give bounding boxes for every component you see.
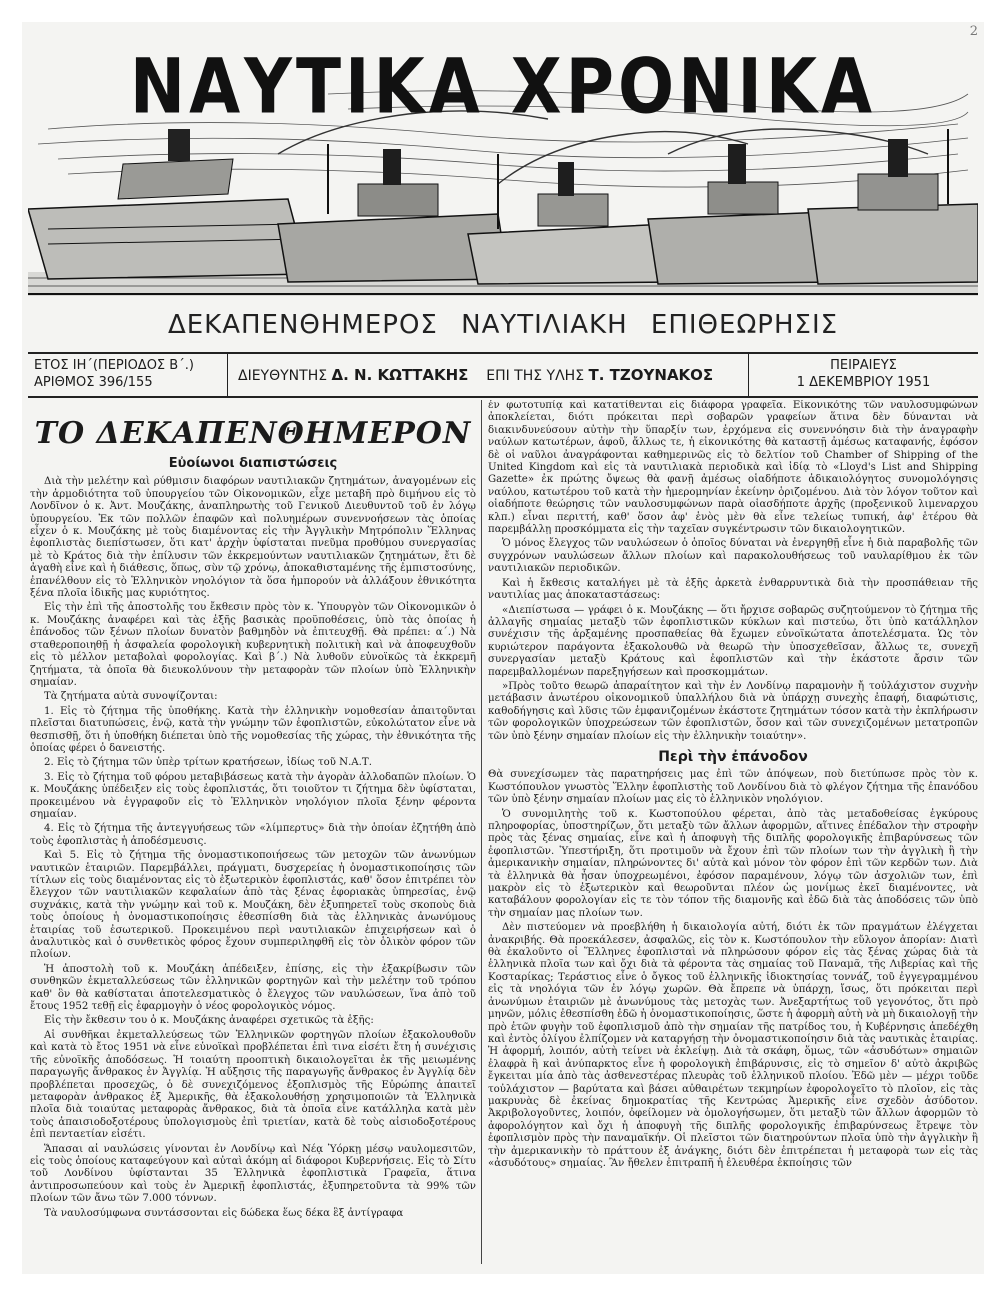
section-title: ΤΟ ΔΕΚΑΠΕΝΘΗΜΕΡΟΝ — [34, 416, 472, 451]
paragraph: »Πρὸς τοῦτο θεωρῶ ἀπαραίτητον καὶ τὴν ἐν Λονδίνῳ παραμονὴν ἤ τοὐλάχιστον συχνὴν μετάβασιν ἀνωτέρου οἰκονομικοῦ ὑπαλλήλου διὰ νὰ ὑπάρχῃ συνεχὴς ἐπαφή, διαφώτισις, καθοδήγησις καὶ λῦσις τῶν ἐμφανιζομένων ἑκάστοτε ζητημάτων τόσον κατὰ τὴν ἐκπλήρωσιν τῶν φορολογικῶν ὑποχρεώσεων τῶν ἐφοπλιστῶν, ὅσον καὶ τῶν συνεχιζομένων μετατροπῶν τῶν ὑπὸ ξένην σημαίαν πλοίων εἰς τὴν ἑλληνικὴν τοιαύτην». — [488, 680, 978, 742]
right-paragraphs-2 — [488, 769, 978, 1170]
paragraph: Καὶ ἡ ἔκθεσις καταλήγει μὲ τὰ ἑξῆς ἀρκετὰ ἐνθαρρυντικὰ διὰ τὴν προσπάθειαν τῆς ναυτιλίας μας ἀποκαταστάσεως: — [488, 577, 978, 602]
place-date — [748, 354, 978, 396]
paragraph: Καὶ 5. Εἰς τὸ ζήτημα τῆς ὀνομαστικοποιήσεως τῶν μετοχῶν τῶν ἀνωνύμων ναυτικῶν ἑταιριῶν. Παρεμβάλλει, πράγματι, δυσχερείας ἡ ὀνομαστικοποίησις τῶν τίτλων εἰς τοὺς διαμένοντας εἰς τὸ ἐξωτερικὸν ἐφοπλιστάς, καθ' ὅσον ἐπιτρέπει τὸν ἔλεγχον τῶν ναυτιλιακῶν κεφαλαίων ἀπὸ τὰς ξένας ἐφοριακὰς ὑπηρεσίας, ἐνῷ συχνάκις, κατὰ τὴν γνώμην καὶ τοῦ κ. Μουζάκη, δὲν ἐξυπηρετεῖ τοὺς σκοποὺς διὰ τοὺς ὁποίους ἡ ὀνομαστικοποίησις ἐθεσπίσθη διὰ τὰς ἑλληνικὰς ἀνωνύμους ἑταιρίας τοῦ ἐσωτερικοῦ. Προκειμένου περὶ ναυτιλιακῶν ἐπιχειρήσεων καὶ ὁ ἀναλυτικὸς καὶ ὁ συνθετικὸς φόρος ἔχουν συμπεριληφθῆ εἰς τὸν ὁλικὸν φόρον τῶν πλοίων. — [30, 850, 476, 961]
paragraph: 1. Εἰς τὸ ζήτημα τῆς ὑποθήκης. Κατὰ τὴν ἑλληνικὴν νομοθεσίαν ἀπαιτοῦνται πλεῖσται διατυπώσεις, ἐνῷ, κατὰ τὴν γνώμην τῶν ἐφοπλιστῶν, εὐκολώτατον εἶνε νὰ θεσπισθῇ, ὅτι ἡ ὑποθήκη διέπεται ὑπὸ τῆς νομοθεσίας τῆς χώρας, τὴν ἐθνικότητα τῆς ὁποίας φέρει ὁ δανειστής. — [30, 705, 476, 754]
article-column-right — [488, 400, 978, 1268]
article-column-left — [30, 400, 476, 1268]
right-paragraphs-1 — [488, 400, 978, 743]
masthead-title: ΝΑΥΤΙΚΑ ΧΡΟΝΙΚΑ — [129, 42, 877, 131]
paragraph: Αἱ συνθῆκαι ἐκμεταλλεύσεως τῶν Ἑλληνικῶν φορτηγῶν πλοίων ἐξακολουθοῦν καὶ κατὰ τὸ ἔτος 1951 νὰ εἶνε εὐνοϊκαὶ προβλέπεται ἐπὶ τινα εἰσέτι ἔτη ἡ συνέχισις τῆς εὐνοϊκῆς ἀποδόσεως. Ἡ τοιαύτη προοπτικὴ δικαιολογεῖται ἐκ τῆς μειωμένης παραγωγῆς ἄνθρακος ἐν Ἀγγλίᾳ. Ἡ αὔξησις τῆς παραγωγῆς ἄνθρακος ἐν Ἀγγλίᾳ δὲν προβλέπεται προσεχῶς, ὁ δὲ συνεχιζόμενος ἐξοπλισμὸς τῆς Εὐρώπης ἀπαιτεῖ μεταφορὰν ἀνθρακος ἐξ Ἀμερικῆς, θὰ ἐξακολουθήσῃ χρησιμοποιῶν τὰ Ἑλληνικὰ πλοῖα διὰ τοιαύτας μεταφορὰς ἄνθρακος, διὰ τὰ ὁποῖα εἶνε κατάλληλα κατὰ μὲν τοὺς ἀπαισιοδοξοτέρους ὑπολογισμοὺς ἐπὶ τριετίαν, κατὰ δὲ τοὺς αἰσιοδοξοτέρους ἐπὶ πενταετίαν εἰσέτι. — [30, 1029, 476, 1141]
issue-date: 1 ΔΕΚΕΜΒΡΙΟΥ 1951 — [796, 375, 931, 390]
paragraph: Ὁ συνομιλητὴς τοῦ κ. Κωστοπούλου φέρεται, ἀπὸ τὰς μεταδοθείσας ἐγκύρους πληροφορίας, ὑποστηρίζων, ὅτι μεταξὺ τῶν ἄλλων ἀφορμῶν, αἵτινες ἐπέδαλον τὴν στροφὴν πρὸς τὰς ξένας σημαίας, εἶνε καὶ ἡ ἀποφυγὴ τῆς διπλῆς φορολογικῆς ἐπιβαρύνσεως τῶν ἐφοπλιστῶν. Ὑπεστήριξη, ὅτι προτιμοῦν νὰ ἔχουν ἐπὶ τῶν πλοίων των τὴν ἀγγλικὴ ἢ τὴν ἀμερικανικὴν σημαίαν, πληρώνοντες δι' αὐτὰ καὶ μόνον τὸν φόρον ἐπὶ τῶν κερδῶν των. Διὰ τὰ ἑλληνικὰ θὰ ἦσαν ὑποχρεωμένοι, ἐφόσον παραμένουν, λόγῳ τῶν ἀσχολιῶν των, ἐπὶ μακρὸν εἰς τὸ ἐξωτερικὸν καὶ θεωροῦνται πλέον ὡς μονίμως ἐκεῖ διαμένοντες, νὰ καταβάλουν φορολογίαν εἰς τε τὸν τόπον τῆς διαμονῆς καὶ ἐδῶ διὰ τὰς ἀποδόσεις τῶν ὑπὸ τὴν σημαίαν μας πλοίων των. — [488, 808, 978, 919]
masthead — [28, 34, 978, 296]
paragraph: Ὁ μόνος ἔλεγχος τῶν ναυλώσεων ὁ ὁποῖος δύναται νὰ ἐνεργηθῇ εἶνε ἡ διὰ παραβολῆς τῶν συγχρόνων ναυλώσεων ἄλλων πλοίων καὶ παρακολουθήσεως τοῦ ναυλαρίθμου ἐκ τῶν ναυτιλιακῶν περιοδικῶν. — [488, 538, 978, 575]
editor-name: Τ. ΤΖΟΥΝΑΚΟΣ — [588, 366, 714, 384]
paragraph: ἐν φωτοτυπίᾳ καὶ κατατίθενται εἰς διάφορα γραφεῖα. Εἰκονικότης τῶν ναυλοσυμφώνων ἀποκλείεται, διότι πρόκειται περὶ σοβαρῶν γραφείων ἅτινα δὲν δύνανται νὰ διακινδυνεύσουν αὐτὴν τὴν ὕπαρξίν των, ἐρχόμενα εἰς συνεννόησιν διὰ τὴν ἀναγραφὴν ναύλων κατωτέρων, ἀφοῦ, ἄλλως τε, ἡ εἰκονικότης θὰ καταστῇ ἀμέσως καταφανής, ἐφόσον δὲ οἱ ναῦλοι ἀναγράφονται καθημερινῶς εἰς τὸ δελτίον τοῦ Chamber of Shipping of the United Kingdom καὶ εἰς τὰ ναυτιλιακὰ περιοδικὰ καὶ ἰδίᾳ τὸ «Lloyd's List and Shipping Gazette» ἐκ πρώτης ὄψεως θὰ φανῇ ἀμέσως οἱαδήποτε ἀδικαιολόγητος συνομολόγησις ναύλου, κατωτέρου τοῦ κατὰ τὴν ἡμερομηνίαν ἐκείνην ὁριζομένου. Διὰ τὸν λόγον τοῦτον καὶ οἱαδήποτε θεώρησις τῶν ναυλοσυμφώνων παρὰ οἱασδήποτε ἀρχῆς (προξενικοῦ λιμεναρχου κλπ.) εἶναι περιττή, καθ' ὅσον ἀφ' ἑνὸς μὲν θὰ εἶνε τελείως τυπική, ἀφ' ἑτέρου θὰ παρεμβάλλῃ προσκόμματα εἰς τὴν ταχεῖαν συγκέντρωσιν τῶν δικαιολογητικῶν. — [488, 400, 978, 536]
paragraph: Εἰς τὴν ἔκθεσιν του ὁ κ. Μουζάκης ἀναφέρει σχετικῶς τὰ ἑξῆς: — [44, 1015, 374, 1027]
paragraph: «Διεπίστωσα — γράφει ὁ κ. Μουζάκης — ὅτι ἤρχισε σοβαρῶς συζητούμενον τὸ ζήτημα τῆς ἀλλαγῆς σημαίας μεταξὺ τῶν ἐφοπλιστικῶν κύκλων καὶ πιστεύω, ὅτι ὑπὸ κατάλληλον συνέχισιν τῆς ἀρξαμένης προσπαθείας θὰ ἔχωμεν εὐνοϊκώτατα ἀποτελέσματα. Ὡς τὸν κυριώτερον παράγοντα ἐξακολουθῶ νὰ θεωρῶ τὴν ὑποσχεθεῖσαν, ἄλλως τε, συνεχῆ συνεργασίαν μεταξὺ Κράτους καὶ ἐφοπλιστῶν καὶ τὴν ἑκάστοτε ἄρσιν τῶν παρεμβαλλομένων παρεξηγήσεων καὶ προσκομμάτων. — [488, 604, 978, 678]
paragraph: 2. Εἰς τὸ ζήτημα τῶν ὑπὲρ τρίτων κρατήσεων, ἰδίως τοῦ Ν.Α.Τ. — [44, 757, 372, 769]
paragraph: Διὰ τὴν μελέτην καὶ ρύθμισιν διαφόρων ναυτιλιακῶν ζητημάτων, ἀναγομένων εἰς τὴν ἁρμοδιότητα τοῦ ὑπουργείου τῶν Οἰκονομικῶν, εἶχε μεταβῆ πρὸ διμήνου εἰς τὸ Λονδῖνον ὁ κ. Ἀντ. Μουζάκης, ἀναπληρωτὴς τοῦ Γενικοῦ Διευθυντοῦ τοῦ ἐν λόγῳ ὑπουργείου. Ἐκ τῶν πολλῶν ἐπαφῶν καὶ πολυημέρων συνεννοήσεων τὰς ὁποίας εἶχεν ὁ κ. Μουζάκης μὲ τοὺς διαμένοντας εἰς τὴν Ἀγγλικὴν Μητρόπολιν Ἕλληνας ἐφοπλιστὰς διεπίστωσεν, ὅτι κατ' ἀρχὴν ὑφίσταται πνεῦμα προθύμου συνεργασίας μὲ τὸ Κράτος διὰ τὴν ἐπίλυσιν τῶν ἐκκρεμούντων ναυτιλιακῶν ζητημάτων, ἔτι δὲ ἀγαθὴ εἶνε καὶ ἡ διάθεσις, ὅπως, σὺν τῷ χρόνῳ, ἀποκαθισταμένης τῆς ἐμπιστοσύνης, ἐπανέλθουν εἰς τὸ Ἑλληνικὸν νηολόγιον τὰ ὅσα ἠμπορούν νὰ ἀλλάξουν ἐθνικότητα ξένα πλοῖα ἰδικῆς μας κυριότητος. — [30, 476, 476, 600]
paragraph: Ἡ ἀποστολὴ τοῦ κ. Μουζάκη ἀπέδειξεν, ἐπίσης, εἰς τὴν ἐξακρίβωσιν τῶν συνθηκῶν ἐκμεταλλεύσεως τῶν ἑλληνικῶν φορτηγῶν καὶ τὴν μελέτην τοῦ τρόπου καθ' ὃν θὰ καθίσταται ἀποτελεσματικὸς ὁ ἔλεγχος τῶν ναυλώσεων, ἵνα ἀπὸ τοῦ ἔτους 1952 τεθῇ εἰς ἐφαρμογὴν ὁ νέος φορολογικὸς νόμος. — [30, 963, 476, 1013]
column-divider — [481, 400, 482, 1264]
paragraph: Εἰς τὴν ἐπὶ τῆς ἀποστολῆς του ἔκθεσιν πρὸς τὸν κ. Ὑπουργὸν τῶν Οἰκονομικῶν ὁ κ. Μουζάκης ἀναφέρει καὶ τὰς ἑξῆς βασικὰς προϋποθέσεις, ὑπὸ τὰς ὁποίας ἡ ἐπάνοδος τῶν ξένων πλοίων δυνατὸν βαθμηδὸν νὰ ἐπιτευχθῇ. Θὰ πρέπει: α΄.) Νὰ σταθεροποιηθῇ ἡ ἀσφαλεία φορολογικὴ κυβερνητικὴ πολιτικὴ καὶ νὰ ἀποφευχθοῦν εἰς τὸ μέλλον μεταβολαὶ φορολογίας. Καὶ β΄.) Νὰ λυθοῦν εὐνοϊκῶς τὰ ἐκκρεμῆ ζητήματα, τὰ ὁποῖα θὰ διευκολύνουν τὴν μεταφορὰν τῶν πλοίων ὑπὸ Ἑλληνικὴν σημαίαν. — [30, 602, 476, 688]
staff-credits — [238, 366, 713, 384]
newspaper-page — [22, 22, 984, 1274]
article-subheading: Περὶ τὴν ἐπάνοδον — [658, 748, 808, 765]
paragraph: Θὰ συνεχίσωμεν τὰς παρατηρήσεις μας ἐπὶ τῶν ἀπόψεων, ποὺ διετύπωσε πρὸς τὸν κ. Κωστόπουλον γνωστὸς Ἕλλην ἐφοπλιστὴς τοῦ Λονδίνου διὰ τὸ φλέγον ζήτημα τῆς ἐπανόδου τῶν ὑπὸ ξένην σημαίαν πλοίων μας εἰς τὸ ἑλληνικὸν νηολόγιον. — [488, 769, 978, 806]
paragraph: 4. Εἰς τὸ ζήτημα τῆς ἀντεγγυήσεως τῶν «λίμπερτυς» διὰ τὴν ὁποίαν ἐζητήθη ἀπὸ τοὺς ἐφοπλιστὰς ἡ ἀποδέσμευσις. — [30, 823, 476, 847]
issue-info-bar — [28, 352, 978, 398]
article-heading: Εὐοίωνοι διαπιστώσεις — [168, 456, 338, 471]
paragraph: Ἅπασαι αἱ ναυλώσεις γίνονται ἐν Λονδίνῳ καὶ Νέᾳ Ὑόρκῃ μέσῳ ναυλομεσιτῶν, εἰς τοὺς ὁποίους καταφεύγουν καὶ αὐταὶ ἀκόμη αἱ διάφοροι Κυβερνήσεις. Εἰς τὸ Σίτυ τοῦ Λονδίνου ὑφίστανται 35 Ἑλληνικὰ ἐφοπλιστικὰ Γραφεῖα, ἅτινα ἀντιπροσωπεύουν καὶ τοὺς ἐν Ἀμερικῇ ἐφοπλιστάς, ἐξυπηρετοῦντα τὰ 99% τῶν πλοίων τῶν ἄνω τῶν 7.000 τόννων. — [30, 1143, 476, 1205]
director-label: ΔΙΕΥΘΥΝΤΗΣ — [238, 368, 328, 384]
left-paragraphs — [30, 476, 476, 1220]
paragraph: 3. Εἰς τὸ ζήτημα τοῦ φόρου μεταβιβάσεως κατὰ τὴν ἀγορὰν ἀλλοδαπῶν πλοίων. Ὁ κ. Μουζάκης ὑπέδειξεν εἰς τοὺς ἐφοπλιστάς, ὅτι τοιοῦτον τι ζήτημα δὲν ὑφίσταται, προκειμένου νὰ ἐγγραφοῦν εἰς τὸ Ἑλληνικὸν νηολόγιον πλοῖα ξένην φέροντα σημαίαν. — [30, 771, 476, 820]
issue-year-number — [28, 354, 228, 396]
editor-label: ΕΠΙ ΤΗΣ ΥΛΗΣ — [486, 368, 585, 384]
paragraph: Τὰ ναυλοσύμφωνα συντάσσονται εἰς δώδεκα ἕως δέκα ἓξ ἀντίγραφα — [44, 1207, 404, 1219]
issue-city: ΠΕΙΡΑΙΕΥΣ — [830, 358, 897, 373]
masthead-subtitle: ΔΕΚΑΠΕΝΘΗΜΕΡΟΣ ΝΑΥΤΙΛΙΑΚΗ ΕΠΙΘΕΩΡΗΣΙΣ — [167, 310, 839, 340]
page-number: 2 — [969, 24, 978, 39]
paragraph: Δὲν πιστεύομεν νὰ προεβλήθη ἡ δικαιολογία αὐτή, διότι ἐκ τῶν πραγμάτων ἐλέγχεται ἀνακριβής. Θὰ προεκάλεσεν, ἀσφαλῶς, εἰς τὸν κ. Κωστόπουλον τὴν εὔλογον ἀπορίαν: Διατὶ θὰ ἐκαλοῦντο οἱ Ἕλληνες ἐφοπλισταὶ νὰ πληρώσουν φόρον εἰς τὰς ξένας χώρας διὰ τὰ ἑλληνικὰ πλοῖα των καὶ ὄχι διὰ τὰ φέροντα τὰς σημαίας τοῦ Παναμᾶ, τῆς Λιβερίας καὶ τῆς Κοσταρίκας; Τεράστιος εἶνε ὁ ὄγκος τοῦ ἑλληνικῆς ἰδιοκτησίας τοννάζ, τοῦ ἐγγεγραμμένου εἰς τὰ νηολόγια τῶν ἐν λόγῳ χωρῶν. Θὰ ἔπρεπε νὰ ὑπάρχῃ, ἴσως, ὅτι πρόκειται περὶ ἀνωνύμων ἑταιριῶν μὲ ἀνωνύμους τὰς μετοχὰς των. Ἀνεξαρτήτως τοῦ γεγονότος, ὅτι πρὸ μηνῶν, μόλις ἐθεσπίσθη ἐδῶ ἡ ὀνομαστικοποίησις, ὥστε ἡ ἀφορμὴ αὐτὴ νὰ μὴ δικαιολογῇ τὴν πρὸ ἐτῶν φυγὴν τοῦ ἐφοπλισμοῦ ἀπὸ τὴν σημαίαν τῆς πατρίδος του, ἡ Κυβέρνησις ἀπεδέχθη καὶ ἐντὸς ὀλίγου ἐλπίζομεν νὰ καταργήσῃ τὴν ὀνομαστικοποίησιν διὰ τὰς ναυτικὰς ἑταιρίας. Ἡ ἀφορμή, λοιπόν, αὐτὴ τείνει νὰ ἐκλείψῃ. Διὰ τὰ σκάφη, ὅμως, τῶν «ἀσυδότων» σημαιῶν ἐλαφρὰ ἢ καὶ ἀνύπαρκτος εἶνε ἡ φορολογικὴ ἐπιβάρυνσις, εἰς τὸ σημεῖον δ' αὐτὸ ἀκριβῶς ἔγκειται μία ἀπὸ τὰς ἀσθενεστέρας πλευρὰς τοῦ ἑλληνικοῦ πλοίου. Ἐδῶ μὲν — μέχρι τοῦδε τοὐλάχιστον — βαρύτατα καὶ βάσει αὐθαιρέτων τεκμηρίων ἐφορολογεῖτο τὸ πλοῖον, εἰς τὰς μακρυνὰς δὲ ἐκείνας δημοκρατίας τῆς Κεντρώας Ἀμερικῆς εἶνε σχεδὸν ἀσύδοτον. Ἀκριβολογοῦντες, λοιπόν, ὀφείλομεν νὰ ὁμολογήσωμεν, ὅτι μεταξὺ τῶν ἄλλων ἀφορμῶν τὸ ἀφορολόγητον καὶ ὄχι ἡ ἀποφυγὴ τῆς διπλῆς φορολογικῆς ἐπιβαρύνσεως ἔτρεψε τὸν ἐφοπλισμὸν πρὸς τὴν παναμαϊκήν. Οἱ πλεῖστοι τῶν διατηρούντων πλοῖα ὑπὸ τὴν ἀγγλικὴν ἢ τὴν ἀμερικανικὴν τὸ πράττουν ἐξ ἀνάγκης, διότι δὲν ἐπιτρέπεται ἡ μεταφορὰ των εἰς τὰς «ἀσυδότους» σημαίας. Ἂν ἤθελεν ἐπιτραπῆ ἡ ἐλευθέρα ἐκποίησις τῶν — [488, 922, 978, 1169]
issue-year: ΕΤΟΣ ΙΗ΄(ΠΕΡΙΟΔΟΣ Β΄.) — [34, 358, 194, 373]
paragraph: Τὰ ζητήματα αὐτὰ συνοψίζονται: — [44, 691, 218, 703]
issue-number: ΑΡΙΘΜΟΣ 396/155 — [34, 375, 153, 390]
director-name: Δ. Ν. ΚΩΤΤΑΚΗΣ — [331, 366, 469, 384]
